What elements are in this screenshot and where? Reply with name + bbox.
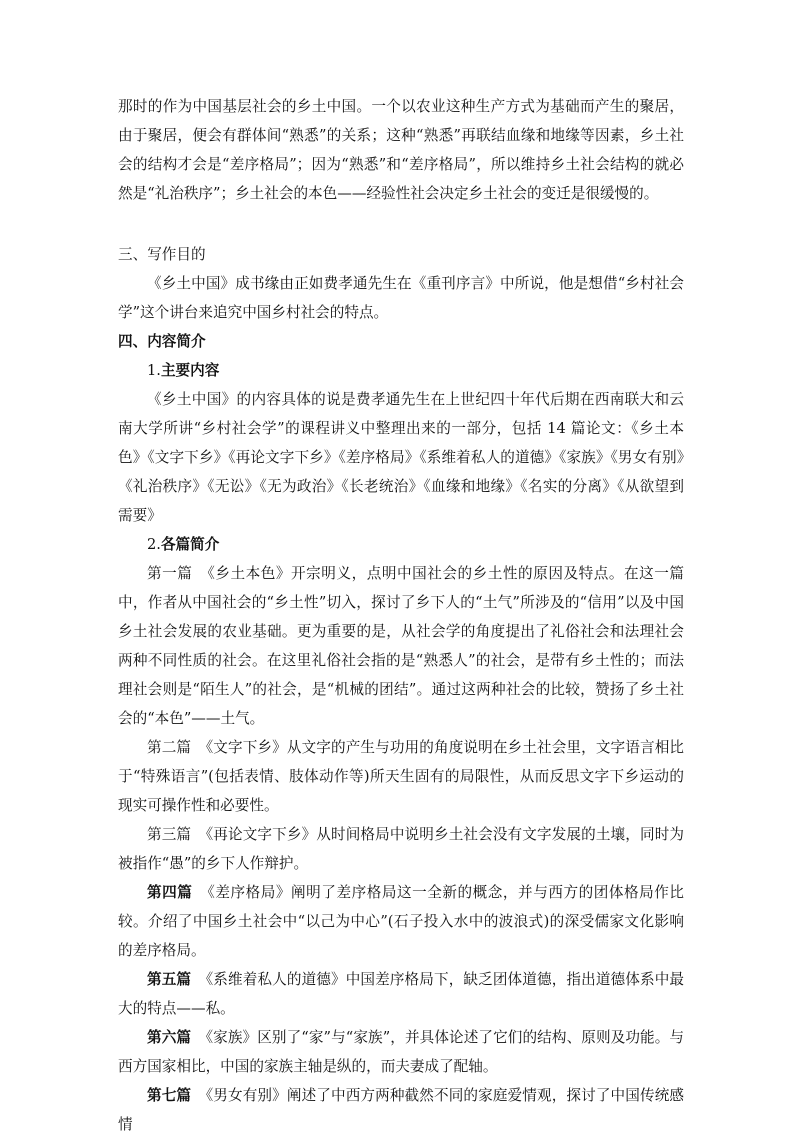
chapter-5-label: 第五篇: [147, 971, 192, 988]
subsection-1-title: 主要内容: [160, 362, 220, 379]
chapter-2-text: 《文字下乡》从文字的产生与功用的角度说明在乡土社会里，文字语言相比于“特殊语言”(包括表情、肢体动作等)所天生固有的局限性，从而反思文字下乡运动的现实可操作性和必要性。: [118, 739, 684, 814]
chapter-5: [118, 965, 684, 1023]
chapter-3-label: 第三篇: [147, 826, 192, 843]
chapter-4-text: 《差序格局》阐明了差序格局这一全新的概念，并与西方的团体格局作比较。介绍了中国乡土社会中“以己为中心”(石子投入水中的波浪式)的深受儒家文化影响的差序格局。: [118, 884, 684, 959]
chapter-7-text: 《男女有别》阐述了中西方两种截然不同的家庭爱情观，探讨了中国传统感情: [118, 1087, 684, 1133]
chapter-4-label: 第四篇: [147, 884, 193, 901]
subsection-1-number: 1.: [147, 362, 161, 379]
section-3-title: 三、写作目的: [118, 246, 206, 263]
chapter-6-label: 第六篇: [147, 1029, 192, 1046]
chapter-3: [118, 820, 684, 878]
chapter-1-label: 第一篇: [147, 565, 193, 582]
chapter-3-text: 《再论文字下乡》从时间格局中说明乡土社会没有文字发展的土壤，同时为被指作“愚”的乡下人作辩护。: [118, 826, 684, 872]
chapter-5-text: 《系维着私人的道德》中国差序格局下，缺乏团体道德，指出道德体系中最大的特点——私。: [118, 971, 684, 1017]
document-body: [118, 92, 684, 1139]
subsection-2-number: 2.: [147, 536, 161, 553]
section-3-body: 《乡土中国》成书缘由正如费孝通先生在《重刊序言》中所说，他是想借“乡村社会学”这个讲台来追究中国乡村社会的特点。: [118, 275, 684, 321]
subsection-1-heading: [118, 356, 684, 385]
subsection-1-body: 《乡土中国》的内容具体的说是费孝通先生在上世纪四十年代后期在西南联大和云南大学所讲“乡村社会学”的课程讲义中整理出来的一部分，包括 14 篇论文：《乡土本色》《文字下乡》《再论文字下乡》《差序格局》《系维着私人的道德》《家族》《男女有别》《礼治秩序》《无讼》《无为政治》《长老统治》《血缘和地缘》《名实的分离》《从欲望到需要》: [118, 391, 684, 524]
chapter-1-text: 《乡土本色》开宗明义，点明中国社会的乡土性的原因及特点。在这一篇中，作者从中国社会的“乡土性”切入，探讨了乡下人的“土气”所涉及的“信用”以及中国乡土社会发展的农业基础。更为重要的是，从社会学的角度提出了礼俗社会和法理社会两种不同性质的社会。在这里礼俗社会指的是“熟悉人”的社会，是带有乡土性的；而法理社会则是“陌生人”的社会，是“机械的团结”。通过这两种社会的比较，赞扬了乡土社会的“本色”——土气。: [118, 565, 684, 727]
chapter-4: [118, 878, 684, 965]
chapter-7-label: 第七篇: [147, 1087, 192, 1104]
subsection-2-title: 各篇简介: [160, 536, 220, 553]
subsection-2-heading: [118, 530, 684, 559]
chapter-2-label: 第二篇: [147, 739, 192, 756]
section-4-title: 四、内容简介: [118, 333, 206, 350]
section-gap: [118, 208, 684, 240]
chapter-7: [118, 1081, 684, 1139]
chapter-2: [118, 733, 684, 820]
chapter-6-text: 《家族》区别了“家”与“家族”，并具体论述了它们的结构、原则及功能。与西方国家相比，中国的家族主轴是纵的，而夫妻成了配轴。: [118, 1029, 684, 1075]
chapter-1: [118, 559, 684, 733]
chapter-6: [118, 1023, 684, 1081]
intro-paragraph: 那时的作为中国基层社会的乡土中国。一个以农业这种生产方式为基础而产生的聚居，由于聚居，便会有群体间“熟悉”的关系；这种“熟悉”再联结血缘和地缘等因素，乡土社会的结构才会是“差序格局”；因为“熟悉”和“差序格局”，所以维持乡土社会结构的就必然是“礼治秩序”；乡土社会的本色——经验性社会决定乡土社会的变迁是很缓慢的。: [118, 98, 684, 202]
